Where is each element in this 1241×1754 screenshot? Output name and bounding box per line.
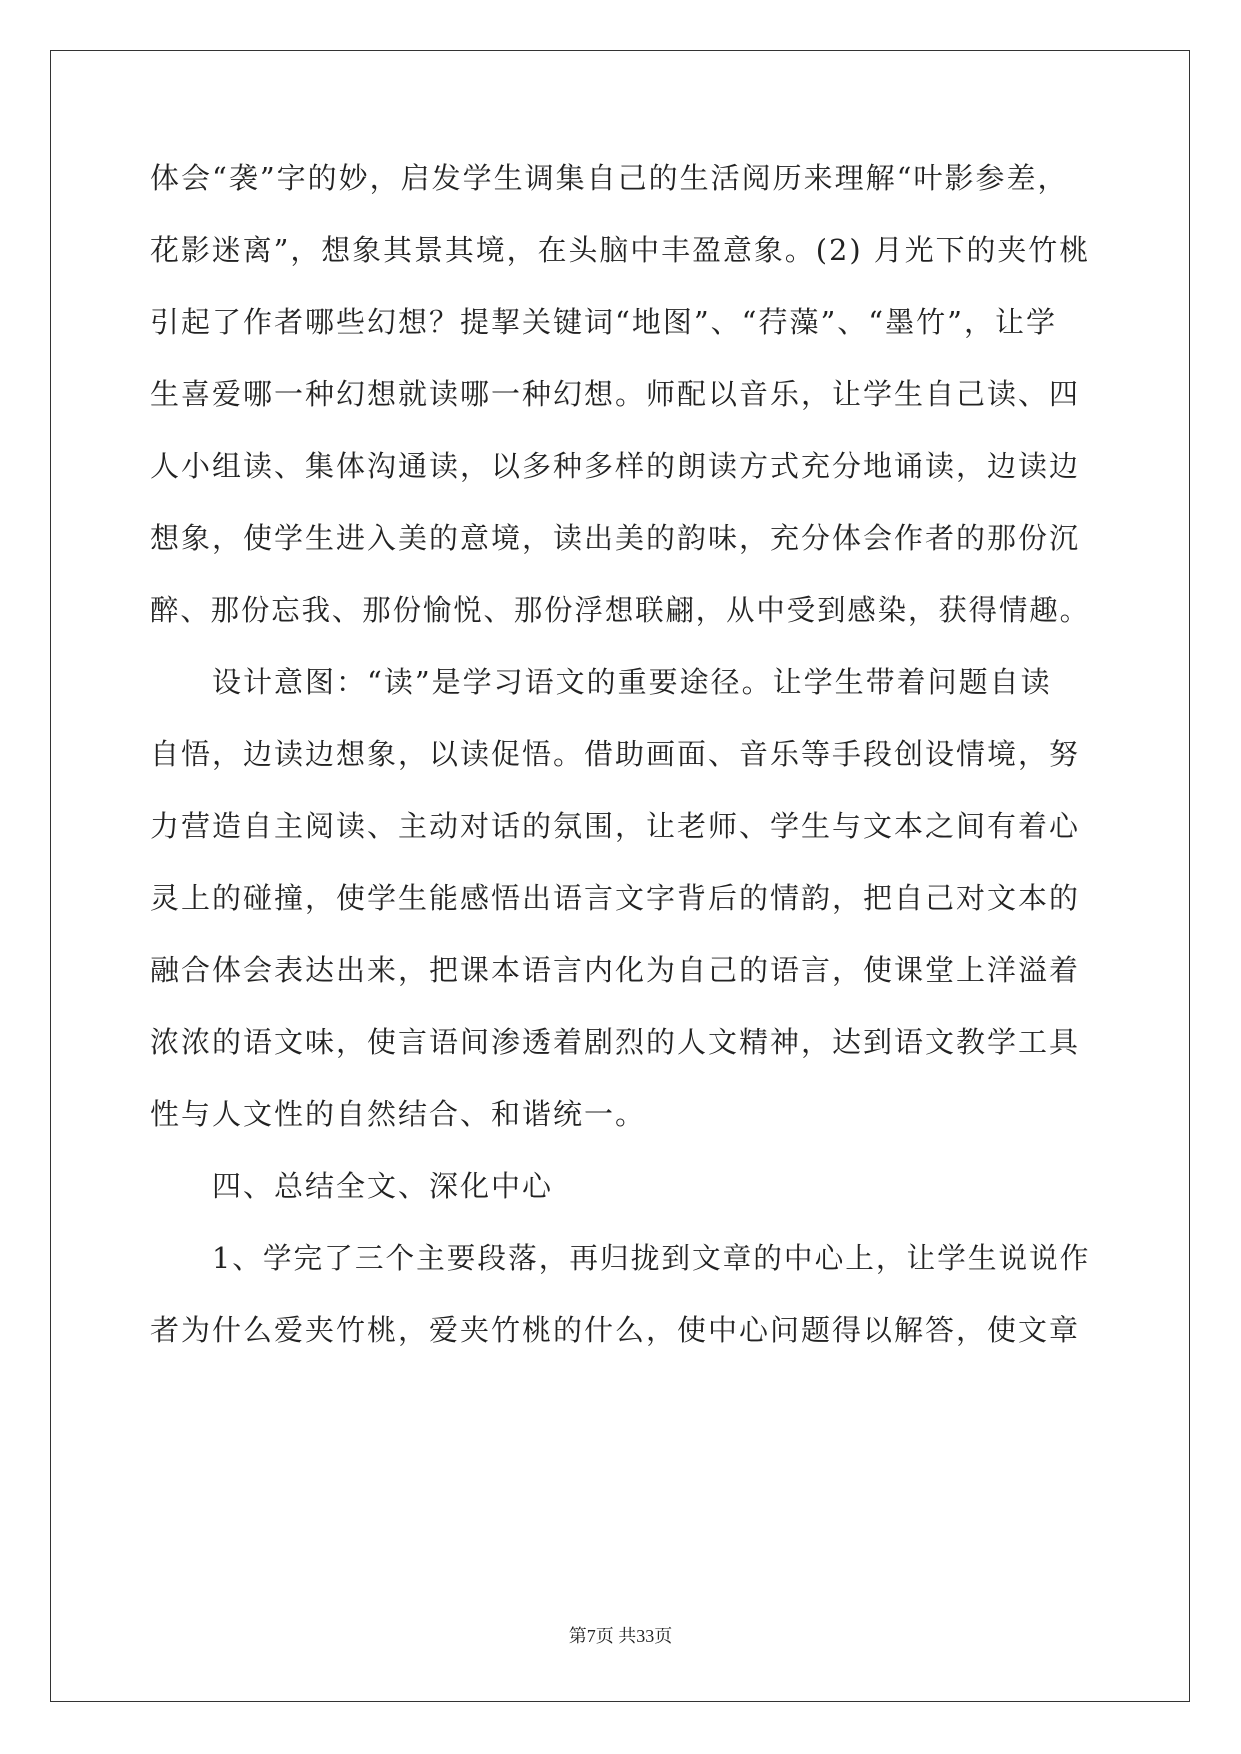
paragraph-first-line: 1、学完了三个主要段落，再归拢到文章的中心上，让学生说说作 xyxy=(212,1241,1091,1275)
text-line: 浓浓的语文味，使言语间渗透着剧烈的人文精神，达到语文教学工具 xyxy=(150,1025,1081,1059)
text-line: 力营造自主阅读、主动对话的氛围，让老师、学生与文本之间有着心 xyxy=(150,809,1081,843)
text-line: 者为什么爱夹竹桃，爱夹竹桃的什么，使中心问题得以解答，使文章 xyxy=(150,1313,1081,1347)
page-number-footer: 第7页 共33页 xyxy=(568,1626,673,1646)
text-line: 醉、那份忘我、那份愉悦、那份浮想联翩，从中受到感染，获得情趣。 xyxy=(150,593,1090,627)
text-line: 灵上的碰撞，使学生能感悟出语言文字背后的情韵，把自己对文本的 xyxy=(150,881,1081,915)
page-border xyxy=(50,50,1190,1702)
paragraph-first-line: 设计意图：“读”是学习语文的重要途径。让学生带着问题自读 xyxy=(212,665,1052,699)
text-line: 体会“袭”字的妙，启发学生调集自己的生活阅历来理解“叶影参差， xyxy=(150,161,1069,195)
section-heading: 四、总结全文、深化中心 xyxy=(212,1169,554,1203)
text-line: 花影迷离”，想象其景其境，在头脑中丰盈意象。(2) 月光下的夹竹桃 xyxy=(150,233,1091,267)
text-line: 自悟，边读边想象，以读促悟。借助画面、音乐等手段创设情境，努 xyxy=(150,737,1081,771)
text-line: 人小组读、集体沟通读，以多种多样的朗读方式充分地诵读，边读边 xyxy=(150,449,1081,483)
text-line: 性与人文性的自然结合、和谐统一。 xyxy=(150,1097,647,1131)
text-line: 生喜爱哪一种幻想就读哪一种幻想。师配以音乐，让学生自己读、四 xyxy=(150,377,1081,411)
text-line: 想象，使学生进入美的意境，读出美的韵味，充分体会作者的那份沉 xyxy=(150,521,1081,555)
text-line: 引起了作者哪些幻想？提挈关键词“地图”、“荇藻”、“墨竹”，让学 xyxy=(150,305,1057,339)
text-line: 融合体会表达出来，把课本语言内化为自己的语言，使课堂上洋溢着 xyxy=(150,953,1081,987)
